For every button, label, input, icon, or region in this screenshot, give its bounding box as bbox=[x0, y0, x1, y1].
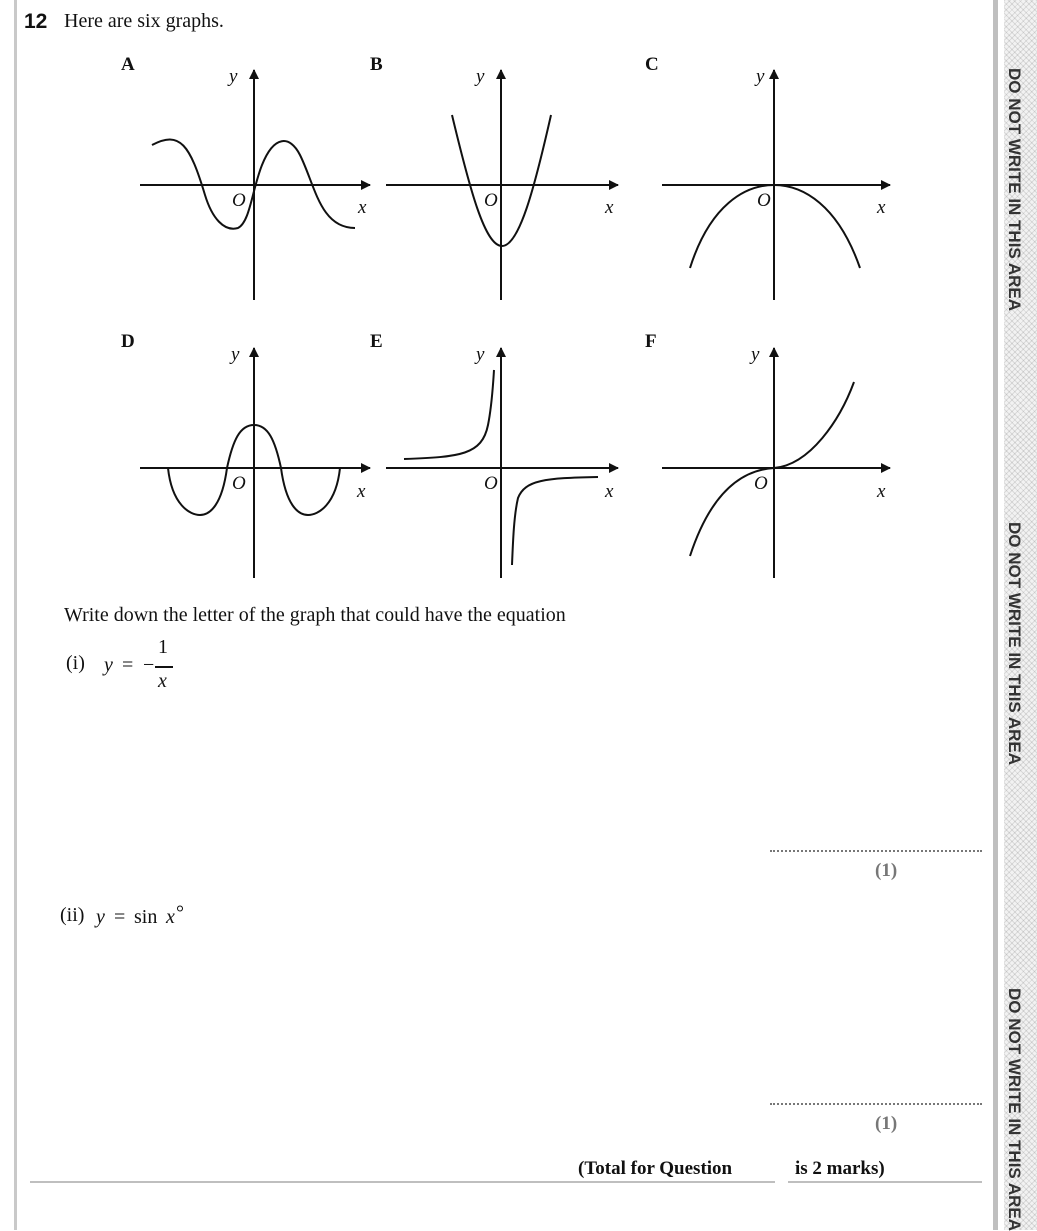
graph-b-y-label: y bbox=[476, 66, 485, 87]
total-text-part2: is 2 marks) bbox=[795, 1158, 885, 1179]
part-ii-lhs: y bbox=[96, 906, 105, 928]
graph-e-y-label: y bbox=[476, 344, 485, 365]
graph-e-curve-right bbox=[512, 477, 598, 565]
graph-d-x-label: x bbox=[357, 481, 366, 502]
part-ii-marks: (1) bbox=[875, 1113, 898, 1134]
graphs-figure bbox=[0, 0, 1000, 600]
part-i-minus: − bbox=[143, 654, 155, 676]
graph-label-a: A bbox=[121, 54, 135, 75]
question-number: 12 bbox=[24, 10, 48, 33]
graph-f-x-label: x bbox=[877, 481, 886, 502]
total-rule-right bbox=[788, 1181, 982, 1183]
margin-warning-3: DO NOT WRITE IN THIS AREA bbox=[1005, 988, 1024, 1231]
part-i-denominator: x bbox=[158, 670, 167, 692]
margin-warning-2: DO NOT WRITE IN THIS AREA bbox=[1005, 522, 1024, 766]
graph-f bbox=[662, 344, 890, 578]
part-i-numerator: 1 bbox=[158, 636, 168, 658]
graph-c bbox=[662, 66, 890, 300]
graph-b-origin-label: O bbox=[484, 190, 498, 211]
graph-e-x-label: x bbox=[605, 481, 614, 502]
graph-d-y-label: y bbox=[231, 344, 240, 365]
part-i-label: (i) bbox=[66, 652, 85, 674]
part-i-equals: = bbox=[122, 654, 134, 676]
graph-e-curve-left bbox=[404, 370, 494, 459]
answer-line-ii[interactable] bbox=[770, 1103, 982, 1105]
graph-label-f: F bbox=[645, 331, 657, 352]
graph-label-b: B bbox=[370, 54, 383, 75]
answer-line-i[interactable] bbox=[770, 850, 982, 852]
graph-a bbox=[140, 66, 370, 300]
graph-c-x-label: x bbox=[877, 197, 886, 218]
part-ii-func: sin bbox=[134, 906, 158, 928]
graph-a-y-label: y bbox=[229, 66, 238, 87]
graph-label-d: D bbox=[121, 331, 135, 352]
part-i-marks: (1) bbox=[875, 860, 898, 881]
graph-e bbox=[386, 344, 618, 578]
graph-label-e: E bbox=[370, 331, 383, 352]
part-i-lhs: y bbox=[104, 654, 113, 676]
graph-b-x-label: x bbox=[605, 197, 614, 218]
question-intro: Here are six graphs. bbox=[64, 10, 224, 32]
graph-d-origin-label: O bbox=[232, 473, 246, 494]
total-rule-left bbox=[30, 1181, 775, 1183]
graph-b bbox=[386, 66, 618, 300]
graph-a-origin-label: O bbox=[232, 190, 246, 211]
graph-a-x-label: x bbox=[358, 197, 367, 218]
part-ii-equals: = bbox=[114, 906, 126, 928]
graph-c-y-label: y bbox=[756, 66, 765, 87]
total-text-part1: (Total for Question bbox=[578, 1158, 733, 1179]
graph-c-origin-label: O bbox=[757, 190, 771, 211]
graph-e-origin-label: O bbox=[484, 473, 498, 494]
question-instruction: Write down the letter of the graph that could have the equation bbox=[64, 604, 566, 626]
part-ii-label: (ii) bbox=[60, 904, 85, 926]
graph-f-y-label: y bbox=[751, 344, 760, 365]
part-ii-var: x bbox=[166, 906, 175, 928]
part-i-fraction-bar bbox=[155, 666, 173, 668]
margin-warning-1: DO NOT WRITE IN THIS AREA bbox=[1005, 68, 1024, 312]
graph-f-origin-label: O bbox=[754, 473, 768, 494]
part-ii-degree: ° bbox=[176, 902, 184, 924]
graph-d bbox=[140, 344, 370, 578]
graph-label-c: C bbox=[645, 54, 659, 75]
